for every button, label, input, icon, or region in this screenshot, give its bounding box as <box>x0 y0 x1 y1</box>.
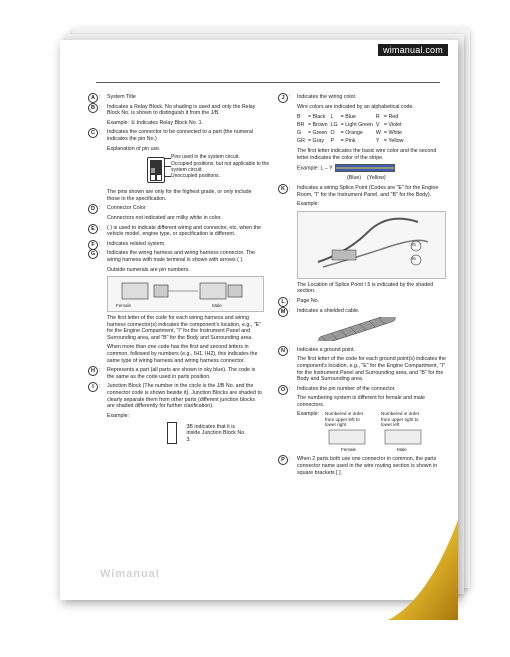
entry-p-text: When 2 parts both use one connector in common, the parts connector name used in the wire routing section is shown in square brackets [ ]. <box>297 456 438 476</box>
o-female-label: Female <box>341 447 357 453</box>
pin-occupied-label: Occupied positions, but not applicable to the system circuit. <box>171 161 270 173</box>
entry-n-p1: The first letter of the code for each ground point(s) indicates the component's location, e.g., "E" for the Engine Compartment, "I" for the Instrument Panel and Surrounding area, and "B" for the Body and Surrounding area. <box>297 356 446 383</box>
marker-f: F <box>88 240 98 250</box>
manual-page <box>60 40 458 600</box>
splice-i5-label: I5 <box>412 241 416 247</box>
entry-l: L : Page No. <box>278 298 446 305</box>
o-male-label: Male <box>397 447 407 453</box>
entry-m: M : Indicates a shielded cable. <box>278 308 446 344</box>
pin-use-figure <box>147 155 277 185</box>
blue-caption: (Blue) <box>347 175 362 182</box>
entry-e: E : ( ) is used to indicate different wiring and connector, etc. when the vehicle model, engine type, or specification is different. <box>88 225 264 238</box>
entry-d: D : Connector Color Connectors not indicated are milky white in color. <box>88 205 264 221</box>
marker-o: O <box>278 385 288 395</box>
color-row: B = Black L = Blue R = Red <box>297 114 399 121</box>
watermark-logo: Wimanual <box>100 568 160 580</box>
entry-g-p2: When more than one code has the first and second letters in common, followed by numbers (e.g., IH1, IH2), this indicates the same type of wiring harness and wiring harness connector. <box>107 344 258 364</box>
color-row: GR = Gray P = Pink Y = Yellow <box>297 138 404 145</box>
marker-j: J <box>278 93 288 103</box>
marker-g: G <box>88 249 98 259</box>
wire-color-explanation <box>278 148 446 182</box>
pin-unoccupied-label: Unoccupied positions. <box>171 173 220 180</box>
entry-c-sub: Explanation of pin use. <box>107 145 161 152</box>
entry-j: J : Indicates the wiring color. Wire colors are indicated by an alphabetical code. <box>278 94 446 110</box>
entry-n: N : Indicates a ground point. The first letter of the code for each ground point(s) indicates the component's location, e.g., "E" for the Engine Compartment, "I" for the Instrument Panel and Surrounding area, and "B" for the Body and Surrounding area. <box>278 347 446 383</box>
entry-g: G : Indicates the wiring harness and wiring harness connector. The wiring harness with male terminal is shown with arrows ( ). Outside numerals are pin numbers. Female Male The first letter of the code for each wiring harness and wiring harness connector(s) indicates the component's location, e.g., "E" for the Engine Compartment, "I" for the Instrument Panel and Surrounding area, and "B" for the Body and Surrounding area. When more than one code has the first and second letters in common, followed by numbers (e.g., IH1, IH2), this indicates the same type of wiring harness and wiring harness connector. <box>88 250 264 364</box>
pin-example-label: Example: <box>297 411 320 418</box>
entry-k-text: Indicates a wiring Splice Point (Codes are "E" for the Engine Room, "I" for the Instrument Panel, and "B" for the Body). <box>297 184 439 198</box>
entry-a-text: System Title <box>107 94 136 100</box>
entry-o-sub: The numbering system is different for female and male connectors. <box>297 395 425 408</box>
marker-p: P <box>278 455 288 465</box>
entry-h-text: Represents a part (all parts are shown in sky blue). The code is the same as the code used in parts position. <box>107 367 256 380</box>
entry-k-p1: The Location of Splice Point I 5 is indicated by the shaded section. <box>297 281 434 295</box>
entry-i-example: Example: <box>107 412 130 419</box>
pin-number-example <box>297 411 446 453</box>
pin-used-label: Pins used in the system circuit. <box>171 154 240 161</box>
wire-example-label: Example: L – Y <box>297 165 333 172</box>
junction-note: 3B indicates that it is inside Junction Block No. 3. <box>186 423 246 443</box>
splice-i6-label: I6 <box>412 255 416 261</box>
left-column <box>88 94 270 447</box>
yellow-caption: (Yellow) <box>367 175 386 182</box>
female-desc: Numbered in order from upper left to lower right <box>325 411 364 427</box>
marker-m: M <box>278 307 288 317</box>
entry-g-p1: The first letter of the code for each wiring harness and wiring harness connector(s) indicates the component's location, e.g., "E" for the Engine Compartment, "I" for the Instrument Panel and Surrounding area, and "B" for the Body and Surrounding area. <box>107 315 262 341</box>
color-row: G = Green O = Orange W = White <box>297 130 402 137</box>
entry-d-sub: Connectors not indicated are milky white in color. <box>107 214 222 221</box>
marker-d: D <box>88 204 98 214</box>
wire-example <box>297 164 446 172</box>
entry-d-text: Connector Color <box>107 205 146 212</box>
pin-connectors-drawing <box>327 428 437 446</box>
right-column <box>278 94 446 479</box>
entry-i-text: Junction Block (The number in the circle is the J/B No. and the connector code is shown beside it). Junction Blocks are shaded to clearly separate them from other parts (different junction blocks are shaded differently for further clarification). <box>107 383 262 410</box>
entry-i: I : Junction Block (The number in the circle is the J/B No. and the connector code is shown beside it). Junction Blocks are shaded to clearly separate them from other parts (different junction blocks are shaded differently for further clarification). Example: 3B indicates that it is inside Junction Block No. 3. <box>88 383 264 444</box>
marker-k: K <box>278 184 288 194</box>
entry-k: K : Indicates a wiring Splice Point (Codes are "E" for the Engine Room, "I" for the Instrument Panel, and "B" for the Body). Example: I5 I6 The Location of Splice Point I 5 is indicated by the shaded section. <box>278 185 446 295</box>
entry-f-text: Indicates related system. <box>107 240 166 247</box>
junction-example <box>167 422 264 444</box>
entry-k-example: Example: <box>297 201 320 208</box>
entry-n-text: Indicates a ground point. <box>297 346 356 353</box>
wire-color-table <box>297 113 406 145</box>
female-label: Female <box>116 303 132 309</box>
marker-l: L <box>278 297 288 307</box>
male-desc: Numbered in order from upper right to lower left <box>381 411 420 427</box>
connector-icon <box>147 157 165 183</box>
entry-c-text: Indicates the connector to be connected to a part (the numeral indicates the pin No.) <box>107 129 254 142</box>
wire-stripe-icon <box>335 164 395 172</box>
shielded-cable-icon <box>297 317 417 341</box>
marker-h: H <box>88 366 98 376</box>
entry-j-p1: The first letter indicates the basic wire color and the second letter indicates the color of the stripe. <box>297 148 437 161</box>
marker-b: B <box>88 103 98 113</box>
entry-j-sub: Wire colors are indicated by an alphabetical code. <box>297 103 414 110</box>
entry-a: A : System Title <box>88 94 264 101</box>
entry-h: H : Represents a part (all parts are shown in sky blue). The code is the same as the code used in parts position. <box>88 367 264 380</box>
entry-f: F : Indicates related system. <box>88 241 264 248</box>
entry-l-text: Page No. <box>297 297 320 304</box>
male-label: Male <box>212 303 222 309</box>
entry-b: B : Indicates a Relay Block. No shading is used and only the Relay Block No. is shown to distinguish it from the J/B. Example: ① Indicates Relay Block No. 1. <box>88 104 264 127</box>
marker-n: N <box>278 346 288 356</box>
entry-b-example: Example: ① Indicates Relay Block No. 1. <box>107 119 204 126</box>
junction-block-icon <box>167 422 177 444</box>
entry-g-sub: Outside numerals are pin numbers. <box>107 266 190 273</box>
entry-g-text: Indicates the wiring harness and wiring harness connector. The wiring harness with male terminal is shown with arrows ( ). <box>107 250 256 263</box>
entry-o: O : Indicates the pin number of the connector. The numbering system is different for female and male connectors. Example: Numbered in order from upper left to lower right Numbered in order from upper right to lower left Female Male <box>278 386 446 454</box>
splice-point-figure <box>297 211 446 279</box>
entry-o-text: Indicates the pin number of the connector. <box>297 385 396 392</box>
entry-c: C : Indicates the connector to be connected to a part (the numeral indicates the pin No.) Explanation of pin use. Pins used in the system circuit. Occupied positions, but not applicable to the system circuit. Unoccupied positions. The pins shown are only for the highest grade, or only include those in the specification. <box>88 129 264 202</box>
marker-a: A <box>88 93 98 103</box>
entry-m-text: Indicates a shielded cable. <box>297 307 360 314</box>
marker-c: C <box>88 128 98 138</box>
page-curl-icon <box>388 520 458 620</box>
color-row: BR = Brown LG = Light Green V = Violet <box>297 122 402 129</box>
splice-drawing <box>298 212 446 278</box>
entry-e-text: ( ) is used to indicate different wiring and connector, etc. when the vehicle model, engine type, or specification is different. <box>107 224 261 238</box>
site-banner: wimanual.com <box>378 44 448 56</box>
entry-c-note: The pins shown are only for the highest grade, or only include those in the specification. <box>107 189 252 202</box>
header-rule <box>96 82 440 83</box>
marker-i: I <box>88 382 98 392</box>
marker-e: E <box>88 224 98 234</box>
entry-b-text: Indicates a Relay Block. No shading is used and only the Relay Block No. is shown to distinguish it from the J/B. <box>107 103 256 117</box>
harness-connector-figure <box>107 276 264 312</box>
wire-color-captions <box>297 175 446 182</box>
entry-j-text: Indicates the wiring color. <box>297 94 357 100</box>
entry-p: P : When 2 parts both use one connector in common, the parts connector name used in the wire routing section is shown in square brackets [ ]. <box>278 456 446 476</box>
